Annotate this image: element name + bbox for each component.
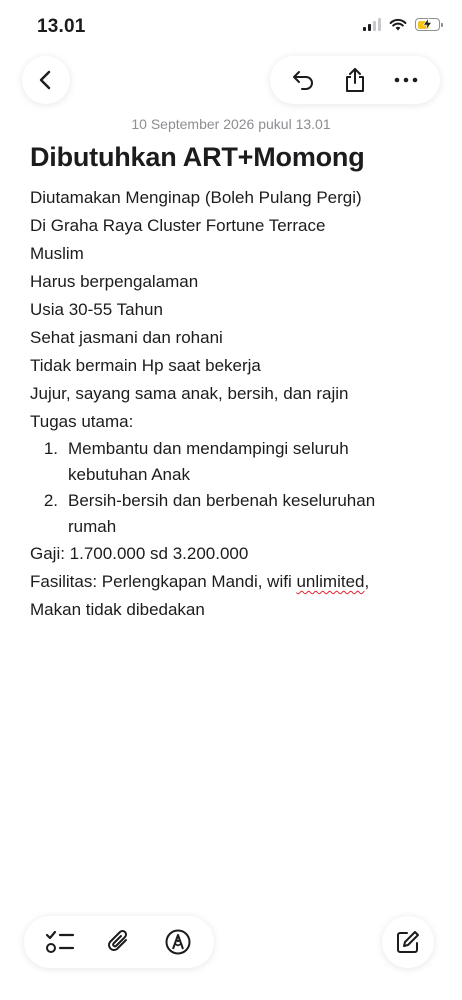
charging-bolt-icon: [423, 18, 432, 30]
note-date: 10 September 2026 pukul 13.01: [131, 116, 331, 132]
note-line: Usia 30-55 Tahun: [30, 300, 163, 319]
facilities-suffix: ,: [364, 572, 370, 591]
note-line: Muslim: [30, 244, 84, 263]
status-time: 13.01: [37, 16, 86, 37]
note-body[interactable]: [30, 184, 440, 624]
note-line: Diutamakan Menginap (Boleh Pulang Pergi): [30, 188, 362, 207]
note-line: Sehat jasmani dan rohani: [30, 328, 223, 347]
markup-button[interactable]: [158, 922, 198, 962]
battery-icon: [415, 18, 440, 31]
bottom-toolbar: [24, 916, 214, 968]
task-list-item: [30, 488, 440, 540]
checklist-icon: [45, 929, 75, 955]
paperclip-icon: [106, 928, 132, 956]
task-text: Membantu dan mendampingi seluruh kebutuhan Anak: [68, 439, 349, 484]
note-line: Tugas utama:: [30, 412, 134, 431]
attach-button[interactable]: [99, 922, 139, 962]
note-line: Tidak bermain Hp saat bekerja: [30, 356, 261, 375]
markup-pen-icon: [164, 928, 192, 956]
undo-icon: [291, 68, 317, 92]
note-title[interactable]: Dibutuhkan ART+Momong: [30, 142, 365, 172]
top-toolbar: [270, 56, 440, 104]
note-line: Harus berpengalaman: [30, 272, 199, 291]
facilities-prefix: Fasilitas: Perlengkapan Mandi, wifi: [30, 572, 297, 591]
status-icons: [363, 18, 440, 31]
task-number: 1.: [43, 439, 58, 458]
note-line: Jujur, sayang sama anak, bersih, dan rajin: [30, 384, 349, 403]
status-bar: [0, 0, 462, 52]
salary-line: Gaji: 1.700.000 sd 3.200.000: [30, 544, 249, 563]
compose-button[interactable]: [382, 916, 434, 968]
task-list-item: [30, 436, 440, 488]
facilities-line: [30, 568, 440, 596]
compose-icon: [395, 929, 421, 955]
task-text: Bersih-bersih dan berbenah keseluruhan rumah: [68, 491, 376, 536]
back-button[interactable]: [22, 56, 70, 104]
checklist-button[interactable]: [40, 922, 80, 962]
wifi-icon: [389, 18, 407, 31]
misspelled-word[interactable]: unlimited: [296, 572, 365, 591]
cellular-signal-icon: [363, 18, 381, 31]
share-button[interactable]: [335, 60, 375, 100]
more-button[interactable]: [386, 60, 426, 100]
note-line: Di Graha Raya Cluster Fortune Terrace: [30, 216, 326, 235]
note-line: Makan tidak dibedakan: [30, 600, 205, 619]
task-number: 2.: [43, 491, 58, 510]
share-icon: [343, 67, 367, 93]
chevron-left-icon: [35, 69, 57, 91]
undo-button[interactable]: [284, 60, 324, 100]
more-icon: [394, 77, 418, 83]
